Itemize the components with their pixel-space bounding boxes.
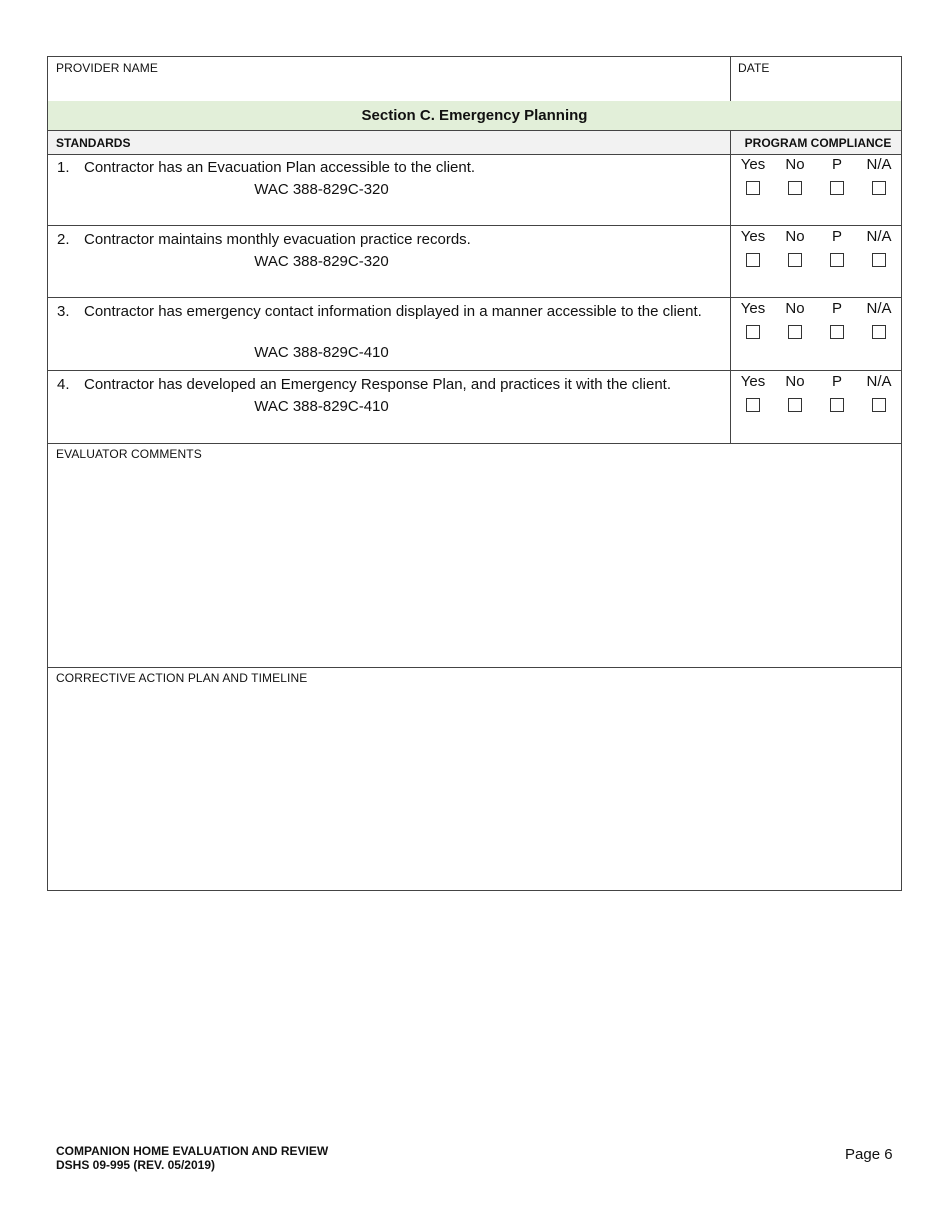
option-label: P — [831, 228, 842, 245]
compliance-checkbox-yes[interactable] — [746, 253, 760, 267]
date-field[interactable] — [731, 57, 901, 101]
option-label: P — [831, 373, 842, 390]
standard-row — [48, 226, 901, 298]
program-compliance-label: PROGRAM COMPLIANCE — [744, 136, 892, 150]
corrective-action-label: CORRECTIVE ACTION PLAN AND TIMELINE — [56, 671, 308, 685]
wac-reference: WAC 388-829C-320 — [254, 181, 389, 198]
standards-header — [48, 131, 901, 154]
date-label: DATE — [738, 61, 770, 75]
compliance-checkbox-na[interactable] — [872, 253, 886, 267]
compliance-checkbox-yes[interactable] — [746, 325, 760, 339]
option-label: N/A — [866, 228, 892, 245]
provider-name-field[interactable] — [48, 57, 730, 101]
option-label: No — [785, 156, 805, 173]
standard-text: Contractor has an Evacuation Plan accessible to the client. — [84, 159, 476, 176]
compliance-checkbox-p[interactable] — [830, 181, 844, 195]
footer-form-number: DSHS 09-995 (REV. 05/2019) — [56, 1158, 215, 1172]
standard-text: Contractor has developed an Emergency Response Plan, and practices it with the client. — [84, 376, 671, 393]
wac-reference: WAC 388-829C-320 — [254, 253, 389, 270]
option-label: P — [831, 300, 842, 317]
compliance-checkbox-p[interactable] — [830, 253, 844, 267]
section-title: Section C. Emergency Planning — [361, 107, 588, 124]
evaluator-comments-label: EVALUATOR COMMENTS — [56, 447, 202, 461]
header-divider — [730, 57, 731, 101]
standards-divider — [730, 131, 731, 154]
compliance-checkbox-no[interactable] — [788, 253, 802, 267]
compliance-checkbox-p[interactable] — [830, 325, 844, 339]
items-divider — [730, 154, 731, 443]
option-label: Yes — [740, 228, 766, 245]
compliance-checkbox-no[interactable] — [788, 325, 802, 339]
evaluation-form — [47, 56, 902, 891]
wac-reference: WAC 388-829C-410 — [254, 398, 389, 415]
option-label: N/A — [866, 373, 892, 390]
option-label: N/A — [866, 300, 892, 317]
corrective-action-field[interactable] — [48, 668, 901, 890]
option-label: P — [831, 156, 842, 173]
standard-row — [48, 154, 901, 226]
option-label: Yes — [740, 373, 766, 390]
page-number: Page 6 — [845, 1146, 893, 1163]
option-label: No — [785, 228, 805, 245]
footer-form-info — [56, 1144, 328, 1172]
option-label: No — [785, 300, 805, 317]
standard-row — [48, 371, 901, 443]
provider-name-label: PROVIDER NAME — [56, 61, 158, 75]
compliance-checkbox-na[interactable] — [872, 398, 886, 412]
compliance-checkbox-no[interactable] — [788, 181, 802, 195]
standard-number: 1. — [57, 159, 70, 176]
standard-text: Contractor has emergency contact information displayed in a manner accessible to the client. — [84, 303, 702, 320]
compliance-checkbox-no[interactable] — [788, 398, 802, 412]
standard-row — [48, 298, 901, 371]
compliance-checkbox-yes[interactable] — [746, 181, 760, 195]
option-label: No — [785, 373, 805, 390]
evaluator-comments-field[interactable] — [48, 444, 901, 667]
compliance-checkbox-yes[interactable] — [746, 398, 760, 412]
standard-text: Contractor maintains monthly evacuation practice records. — [84, 231, 471, 248]
option-label: Yes — [740, 156, 766, 173]
wac-reference: WAC 388-829C-410 — [254, 344, 389, 361]
option-label: Yes — [740, 300, 766, 317]
compliance-checkbox-p[interactable] — [830, 398, 844, 412]
footer-form-title: COMPANION HOME EVALUATION AND REVIEW — [56, 1144, 329, 1158]
standard-number: 3. — [57, 303, 70, 320]
option-label: N/A — [866, 156, 892, 173]
standard-number: 2. — [57, 231, 70, 248]
compliance-checkbox-na[interactable] — [872, 181, 886, 195]
section-band — [48, 101, 901, 130]
standards-label: STANDARDS — [56, 136, 131, 150]
standard-number: 4. — [57, 376, 70, 393]
compliance-checkbox-na[interactable] — [872, 325, 886, 339]
